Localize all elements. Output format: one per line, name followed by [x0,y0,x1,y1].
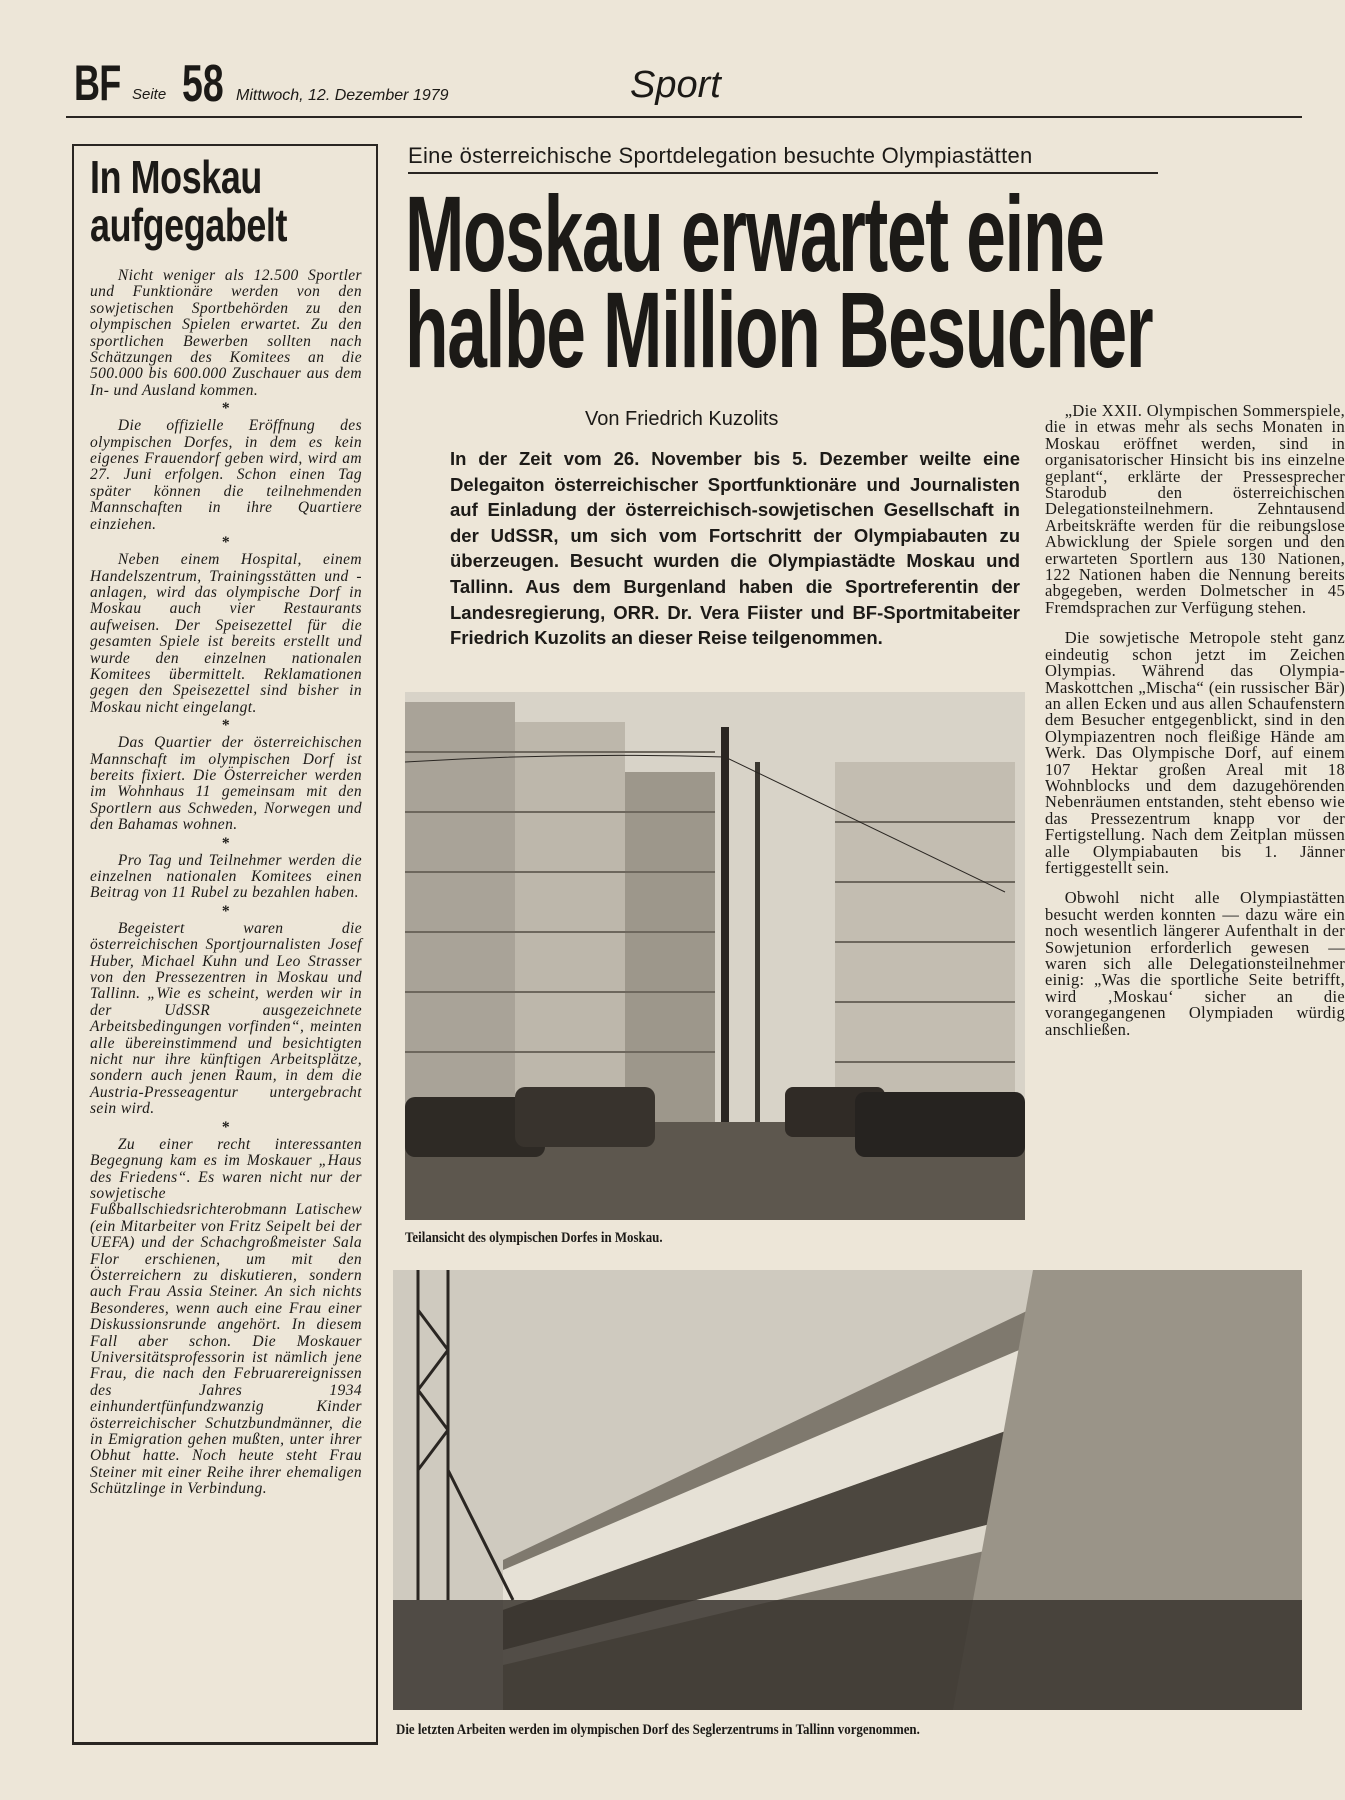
lead-paragraph: In der Zeit vom 26. November bis 5. Dezember weilte eine Delegaiton österreichischer Sportfunktionäre und Journalisten auf Einladung der österreichisch-sowjetischen Gesellschaft in der UdSSR, um sich vom Fortschritt der Olympiabauten zu überzeugen. Besucht wurden die Olympiastädte Moskau und Tallinn. Aus dem Burgenland haben die Sportreferentin der Landesregierung, ORR. Dr. Vera Fiister und BF-Sportmitabeiter Friedrich Kuzolits an dieser Reise teilgenommen. [450,448,1020,649]
separator-star: * [221,400,231,418]
issue-date: Mittwoch, 12. Dezember 1979 [236,87,449,104]
separator-star: * [221,902,231,920]
sidebar-title-line: aufgegabelt [90,198,288,251]
sidebar-paragraph: Das Quartier der österreichischen Mannschaft im olympischen Dorf ist bereits fixiert. Die Österreicher werden im Wohnhaus 11 gemeinsam mit den Sportlern aus Schweden, Norwegen und den Bahamas wohnen. [90,734,362,834]
column-paragraph: Die sowjetische Metropole steht ganz eindeutig schon jetzt im Zeichen Olympias. Während das Olympia-Maskottchen „Mischa“ (ein russischer Bär) an allen Ecken und aus allen Schaufenstern dem Besucher entgegenblickt, sind in den Olympiazentren noch fleißige Hände am Werk. Das Olympische Dorf, auf einem 107 Hektar großen Areal mit 18 Wohnblocks und dem dazugehörenden Nebenräumen entstanden, steht ebenso wie das Pressezentrum knapp vor der Fertigstellung. Nach dem Zeitplan müssen alle Olympiabauten bis 1. Jänner fertiggestellt sein. [1045,628,1345,877]
column-paragraph: Obwohl nicht alle Olympiastätten besucht werden konnten — dazu wäre ein noch wesentlich längerer Aufenthalt in der Sowjetunion erforderlich gewesen — waren sich alle Delegationsteilnehmer einig: „Was die sportliche Seite betrifft, wird ‚Moskau‘ sicher an die vorangegangenen Olympiaden würdig anschließen. [1045,888,1345,1039]
sidebar-body [90,268,362,1498]
article-headline [405,173,1153,390]
separator-star: * [221,534,231,552]
headline-line: Moskau erwartet eine [405,173,1104,294]
byline: Von Friedrich Kuzolits [585,408,779,430]
photo-olympic-village-moscow [405,692,1025,1220]
page-number: 58 [182,55,224,113]
sidebar-title-line: In Moskau [90,151,262,203]
article-column [1045,403,1345,1052]
sidebar-title [90,151,371,251]
separator-star: * [221,834,231,852]
photo-image [405,692,1025,1220]
sidebar-paragraph: Nicht weniger als 12.500 Sportler und Funktionäre werden von den sowjetischen Sportbehörden zu den olympischen Spielen erwartet. Zu den sportlichen Bewerben sollten nach Schätzungen des Komitees an die 500.000 bis 600.000 Zuschauer aus dem In- und Ausland kommen. [90,267,362,399]
headline-line: halbe Million Besucher [405,269,1153,390]
section-title: Sport [630,64,721,106]
sidebar-paragraph: Begeistert waren die österreichischen Sportjournalisten Josef Huber, Michael Kuhn und Leo Strasser von den Pressezentren in Moskau und Tallinn. „Wie es scheint, werden wir in der UdSSR ausgezeichnete Arbeitsbedingungen vorfinden“, meinten alle übereinstimmend und besichtigten nicht nur ihre künftigen Arbeitsplätze, sondern auch jenen Raum, in dem die Austria-Presseagentur untergebracht sein wird. [90,919,362,1118]
page-label: Seite [132,86,167,103]
article-kicker: Eine österreichische Sportdelegation besuchte Olympiastätten [408,143,1158,174]
column-paragraph: „Die XXII. Olympischen Sommerspiele, die in etwas mehr als sechs Monaten in Moskau eröffnet werden, sind in organisatorischer Hinsicht bis ins einzelne geplant“, erklärte der Pressesprecher Starodub den österreichischen Delegationsteilnehmern. Zehntausend Arbeitskräfte werden für die reibungslose Abwicklung der Spiele sorgen und den erwarteten Sportlern aus 130 Nationen, 122 Nationen haben die Nennung bereits abgegeben, werden Dolmetscher in 45 Fremdsprachen zur Verfügung stehen. [1045,401,1345,617]
photo-image [393,1270,1302,1710]
sidebar-paragraph: Pro Tag und Teilnehmer werden die einzelnen nationalen Komitees einen Beitrag von 11 Rubel zu bezahlen haben. [90,851,362,902]
header-rule [66,116,1302,118]
separator-star: * [221,1118,231,1136]
photo-sailing-centre-tallinn [393,1270,1302,1710]
photo1-caption: Teilansicht des olympischen Dorfes in Moskau. [405,1230,663,1246]
newspaper-logo: BF [74,55,121,111]
sidebar-box [72,144,378,1745]
separator-star: * [221,717,231,735]
sidebar-paragraph: Die offizielle Eröffnung des olympischen Dorfes, in dem es kein eigenes Frauendorf geben wird, wird am 27. Juni erfolgen. Schon einen Tag später können die teilnehmenden Mannschaften in ihre Quartiere einziehen. [90,417,362,533]
photo2-caption: Die letzten Arbeiten werden im olympischen Dorf des Seglerzentrums in Tallinn vorgenommen. [396,1722,920,1738]
sidebar-paragraph: Zu einer recht interessanten Begegnung kam es im Moskauer „Haus des Friedens“. Es waren nicht nur der sowjetische Fußballschiedsrichterobmann Latischew (ein Mitarbeiter von Fritz Seipelt bei der UEFA) und der Schachgroßmeister Sala Flor erschienen, um mit den Österreichern zu diskutieren, sondern auch Frau Assia Steiner. An sich nichts Besonderes, wenn auch eine Frau einer Diskussionsrunde angehört. In diesem Fall aber schon. Die Moskauer Universitätsprofessorin ist nämlich jene Frau, die nach den Februarereignissen des Jahres 1934 einhundertfünfundzwanzig Kinder österreichischer Schutzbundmänner, die in Emigration gehen mußten, unter ihrer Obhut hatte. Noch heute steht Frau Steiner mit einer Reihe ihrer ehemaligen Schützlinge in Verbindung. [90,1135,362,1498]
sidebar-paragraph: Neben einem Hospital, einem Handelszentrum, Trainingsstätten und -anlagen, wird das olympische Dorf in Moskau auch vier Restaurants aufweisen. Der Speisezettel für die gesamten Spiele ist bereits erstellt und wurde den einzelnen nationalen Komitees übermittelt. Reklamationen gegen den Speisezettel sind bisher in Moskau nicht eingelangt. [90,551,362,716]
